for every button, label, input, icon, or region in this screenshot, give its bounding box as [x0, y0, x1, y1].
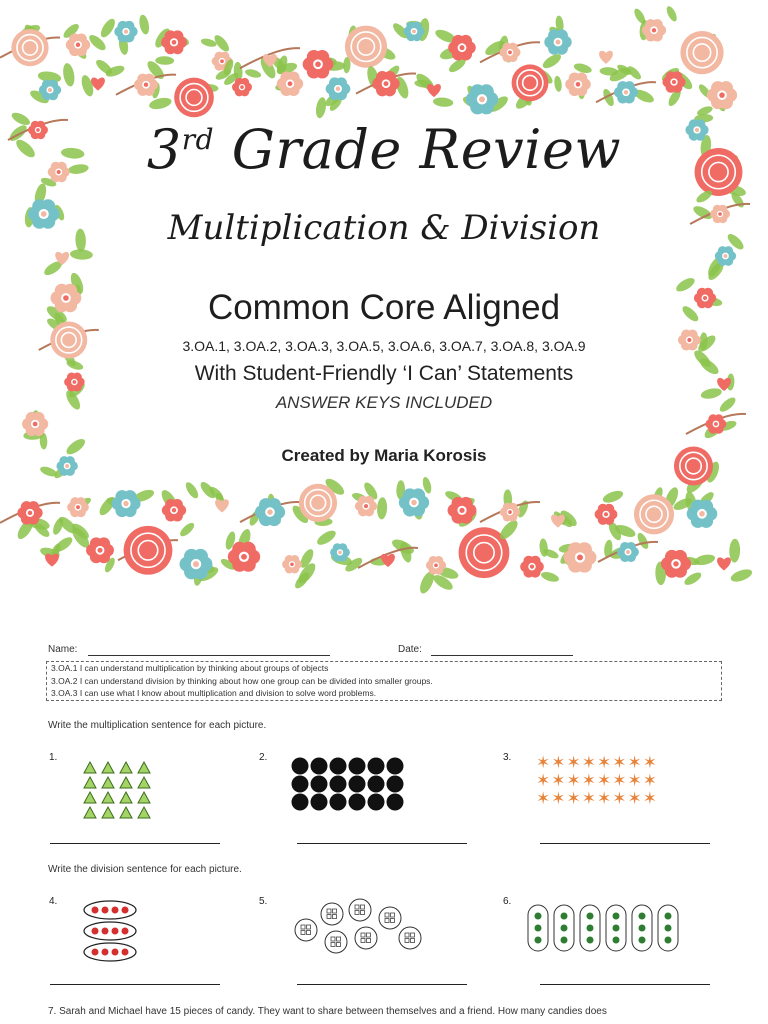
rose — [680, 31, 723, 74]
triangle — [120, 762, 132, 773]
triangle — [102, 762, 114, 773]
dot — [292, 794, 309, 811]
dot — [311, 794, 328, 811]
multiplication-instructions: Write the multiplication sentence for each picture. — [48, 720, 267, 731]
cover-subtitle: Multiplication & Division — [167, 208, 601, 248]
cover-title: 3rd Grade Review — [146, 118, 622, 181]
leaf — [155, 56, 174, 65]
dot — [349, 776, 366, 793]
answer-line-1[interactable] — [50, 843, 220, 844]
heart — [91, 78, 105, 91]
red-dot — [112, 907, 119, 914]
dot — [292, 776, 309, 793]
circle-group — [379, 907, 401, 929]
red-dot — [92, 907, 99, 914]
triangle — [84, 777, 96, 788]
flower — [282, 555, 302, 573]
dot-array — [290, 756, 408, 812]
problem-number: 6. — [503, 896, 512, 907]
circle-group — [325, 931, 347, 953]
triangle — [120, 807, 132, 818]
heart — [427, 84, 441, 97]
dot — [330, 794, 347, 811]
triangle — [120, 777, 132, 788]
red-dot — [122, 928, 129, 935]
green-dot — [535, 925, 542, 932]
red-dot — [122, 907, 129, 914]
triangle — [102, 777, 114, 788]
green-dot — [587, 913, 594, 920]
author-credit: Created by Maria Korosis — [281, 446, 487, 465]
leaf — [61, 62, 76, 87]
problem-number: 2. — [259, 752, 268, 763]
answer-line-4[interactable] — [50, 984, 220, 985]
common-core-heading: Common Core Aligned — [207, 288, 561, 327]
answer-line-2[interactable] — [297, 843, 467, 844]
circle-group — [295, 919, 317, 941]
red-dot — [122, 949, 129, 956]
oval-groups — [80, 898, 140, 964]
red-dot — [102, 907, 109, 914]
flower — [544, 29, 571, 54]
dot — [368, 794, 385, 811]
flower — [111, 490, 140, 517]
dot — [349, 758, 366, 775]
flower — [22, 412, 48, 436]
name-label: Name: — [48, 644, 78, 655]
star-row: ✶✶✶✶✶✶✶✶ — [536, 789, 658, 808]
circle-group — [349, 899, 371, 921]
capsule-groups — [524, 903, 686, 955]
green-dot — [561, 937, 568, 944]
i-can-box — [46, 661, 722, 701]
dot — [292, 758, 309, 775]
star-row: ✶✶✶✶✶✶✶✶ — [536, 771, 658, 790]
dot — [311, 758, 328, 775]
triangle — [84, 792, 96, 803]
red-dot — [92, 928, 99, 935]
leaf — [729, 567, 754, 584]
green-dot — [639, 913, 646, 920]
triangle — [138, 792, 150, 803]
leaf — [665, 5, 679, 23]
date-label: Date: — [398, 644, 422, 655]
leaf — [540, 570, 560, 583]
leaf — [433, 97, 454, 108]
flower — [707, 81, 737, 109]
red-dot — [112, 928, 119, 935]
green-dot — [665, 925, 672, 932]
flower — [595, 504, 618, 525]
triangle — [84, 807, 96, 818]
dot — [368, 758, 385, 775]
dot — [311, 776, 328, 793]
answer-line-3[interactable] — [540, 843, 710, 844]
dot — [368, 776, 385, 793]
circle-group — [399, 927, 421, 949]
leaf — [314, 96, 327, 119]
problem-number: 4. — [49, 896, 58, 907]
dot — [330, 776, 347, 793]
leaf — [98, 17, 117, 40]
date-field[interactable] — [431, 655, 573, 656]
leaf — [635, 531, 650, 550]
flower — [520, 556, 544, 578]
green-dot — [639, 937, 646, 944]
rose — [174, 78, 214, 118]
dot — [330, 758, 347, 775]
standards-list: 3.OA.1, 3.OA.2, 3.OA.3, 3.OA.5, 3.OA.6, 3.OA.7, 3.OA.8, 3.OA.9 — [182, 338, 586, 354]
division-instructions: Write the division sentence for each picture. — [48, 864, 242, 875]
rose — [124, 526, 173, 575]
leaf — [138, 14, 151, 35]
i-can-statement: 3.OA.1 I can understand multiplication by thinking about groups of objects — [51, 663, 329, 673]
triangle — [120, 792, 132, 803]
circle-group — [321, 903, 343, 925]
leaf — [148, 96, 173, 111]
triangle-array — [80, 758, 156, 820]
answer-keys-note: ANSWER KEYS INCLUDED — [275, 393, 493, 412]
dot — [387, 776, 404, 793]
i-can-statements-line: With Student-Friendly ‘I Can’ Statements — [194, 362, 574, 385]
leaf — [244, 68, 262, 79]
leaf — [178, 521, 196, 539]
green-dot — [561, 913, 568, 920]
i-can-statement: 3.OA.3 I can use what I know about multiplication and division to solve word problems. — [51, 688, 377, 698]
triangle — [138, 777, 150, 788]
circle-groups — [292, 898, 428, 962]
star-row: ✶✶✶✶✶✶✶✶ — [536, 753, 658, 772]
green-dot — [535, 937, 542, 944]
leaf — [601, 488, 624, 505]
green-dot — [561, 925, 568, 932]
answer-line-5[interactable] — [297, 984, 467, 985]
green-dot — [535, 913, 542, 920]
green-dot — [613, 913, 620, 920]
triangle — [102, 807, 114, 818]
circle-group — [355, 927, 377, 949]
green-dot — [665, 913, 672, 920]
red-dot — [92, 949, 99, 956]
dot — [349, 794, 366, 811]
dot — [387, 758, 404, 775]
rose — [345, 26, 387, 68]
flower — [277, 71, 303, 95]
star-array — [536, 754, 684, 808]
leaf — [70, 249, 93, 261]
rose — [299, 484, 337, 522]
leaf — [377, 497, 388, 520]
heart — [599, 51, 613, 64]
flower — [303, 50, 334, 79]
green-dot — [613, 937, 620, 944]
flower — [114, 21, 137, 43]
green-dot — [613, 925, 620, 932]
green-dot — [639, 925, 646, 932]
green-dot — [665, 937, 672, 944]
triangle — [138, 807, 150, 818]
i-can-statement: 3.OA.2 I can understand division by thinking about how one group can be divided into smaller groups. — [51, 676, 433, 686]
triangle — [102, 792, 114, 803]
problem-number: 1. — [49, 752, 58, 763]
word-problem-7: 7. Sarah and Michael have 15 pieces of candy. They want to share between themselves and a friend. How many candies does — [48, 1006, 607, 1017]
leaf — [553, 75, 562, 92]
rose — [11, 29, 48, 66]
rose — [634, 494, 674, 534]
problem-number: 5. — [259, 896, 268, 907]
flower — [565, 72, 591, 96]
green-dot — [587, 925, 594, 932]
green-dot — [587, 937, 594, 944]
triangle — [84, 762, 96, 773]
answer-line-6[interactable] — [540, 984, 710, 985]
rose — [512, 64, 549, 101]
dot — [387, 794, 404, 811]
problem-number: 3. — [503, 752, 512, 763]
red-dot — [112, 949, 119, 956]
triangle — [138, 762, 150, 773]
heart — [717, 557, 731, 570]
name-field[interactable] — [88, 655, 330, 656]
red-dot — [102, 928, 109, 935]
leaf — [183, 480, 200, 500]
red-dot — [102, 949, 109, 956]
